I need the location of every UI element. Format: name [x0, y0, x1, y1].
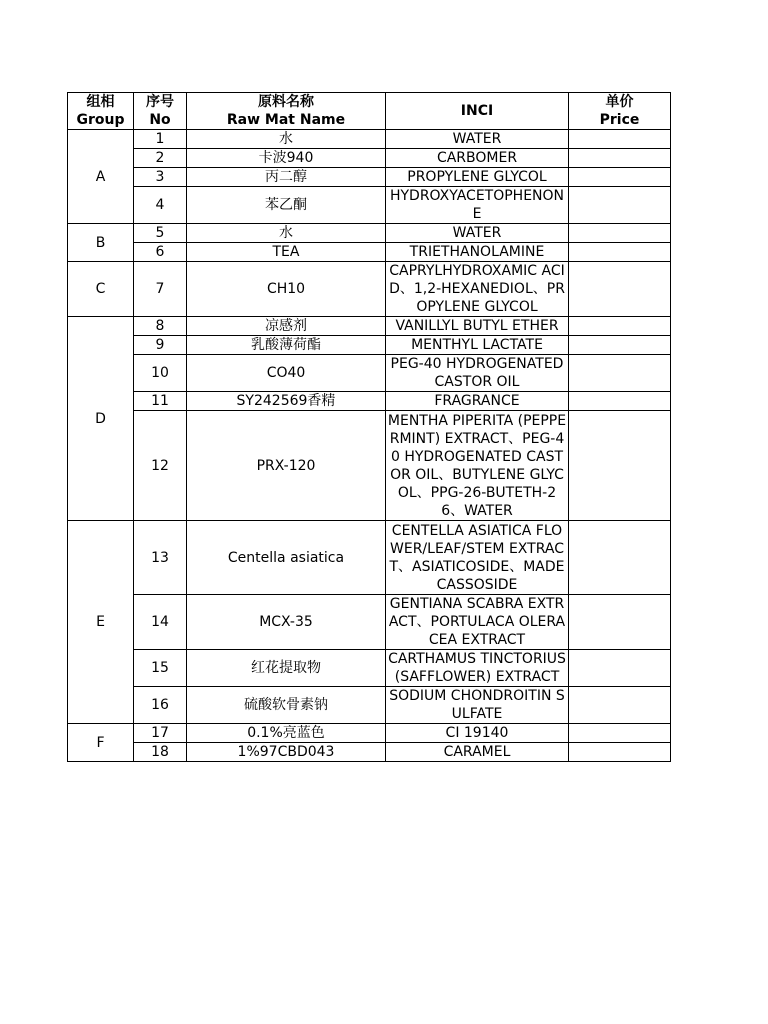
table-row	[68, 743, 671, 762]
table-row	[68, 243, 671, 262]
price-cell	[569, 224, 671, 243]
price-cell	[569, 355, 671, 392]
no-cell: 3	[134, 168, 187, 187]
raw-mat-name-cell: MCX-35	[187, 595, 386, 650]
formula-table	[67, 92, 671, 762]
no-cell: 12	[134, 411, 187, 521]
group-cell: B	[68, 224, 134, 262]
header-row	[68, 93, 671, 130]
raw-mat-name-cell: 乳酸薄荷酯	[187, 336, 386, 355]
raw-mat-name-header-en: Raw Mat Name	[226, 112, 346, 128]
table-row	[68, 521, 671, 595]
inci-cell: MENTHYL LACTATE	[386, 336, 569, 355]
table-row	[68, 168, 671, 187]
group-cell: A	[68, 130, 134, 224]
price-cell	[569, 687, 671, 724]
table-row	[68, 650, 671, 687]
group-header-en: Group	[76, 112, 125, 128]
inci-cell: SODIUM CHONDROITIN SULFATE	[386, 687, 569, 724]
inci-cell: VANILLYL BUTYL ETHER	[386, 317, 569, 336]
raw-mat-name-cell: 红花提取物	[187, 650, 386, 687]
table-row	[68, 595, 671, 650]
inci-cell: WATER	[386, 130, 569, 149]
raw-mat-name-cell: PRX-120	[187, 411, 386, 521]
inci-cell: CARAMEL	[386, 743, 569, 762]
price-cell	[569, 724, 671, 743]
no-cell: 16	[134, 687, 187, 724]
raw-mat-name-cell: 0.1%亮蓝色	[187, 724, 386, 743]
table-row	[68, 724, 671, 743]
raw-mat-name-cell: CO40	[187, 355, 386, 392]
no-cell: 13	[134, 521, 187, 595]
price-cell	[569, 317, 671, 336]
no-cell: 2	[134, 149, 187, 168]
raw-mat-name-cell: 丙二醇	[187, 168, 386, 187]
raw-mat-name-cell: 水	[187, 130, 386, 149]
group-header-zh: 组相	[86, 94, 115, 110]
raw-mat-name-cell: SY242569香精	[187, 392, 386, 411]
inci-cell: CARBOMER	[386, 149, 569, 168]
raw-mat-name-cell: 凉感剂	[187, 317, 386, 336]
table-row	[68, 224, 671, 243]
raw-mat-name-cell: 苯乙酮	[187, 187, 386, 224]
price-cell	[569, 130, 671, 149]
raw-mat-name-cell: CH10	[187, 262, 386, 317]
price-cell	[569, 168, 671, 187]
raw-mat-name-cell: 1%97CBD043	[187, 743, 386, 762]
table-row	[68, 130, 671, 149]
raw-mat-name-cell: 硫酸软骨素钠	[187, 687, 386, 724]
no-cell: 6	[134, 243, 187, 262]
inci-cell: CENTELLA ASIATICA FLOWER/LEAF/STEM EXTRACT、ASIATICOSIDE、MADECASSOSIDE	[386, 521, 569, 595]
inci-cell: CAPRYLHYDROXAMIC ACID、1,2-HEXANEDIOL、PROPYLENE GLYCOL	[386, 262, 569, 317]
raw-mat-name-cell: TEA	[187, 243, 386, 262]
raw-mat-name-cell: Centella asiatica	[187, 521, 386, 595]
inci-cell: FRAGRANCE	[386, 392, 569, 411]
no-cell: 10	[134, 355, 187, 392]
price-cell	[569, 187, 671, 224]
table-row	[68, 687, 671, 724]
group-cell: C	[68, 262, 134, 317]
price-cell	[569, 650, 671, 687]
no-header	[134, 93, 187, 130]
no-cell: 15	[134, 650, 187, 687]
price-cell	[569, 392, 671, 411]
table-row	[68, 336, 671, 355]
group-cell: F	[68, 724, 134, 762]
price-cell	[569, 411, 671, 521]
price-cell	[569, 521, 671, 595]
table-row	[68, 187, 671, 224]
group-cell: D	[68, 317, 134, 521]
no-cell: 9	[134, 336, 187, 355]
raw-mat-name-header	[187, 93, 386, 130]
no-cell: 11	[134, 392, 187, 411]
inci-cell: HYDROXYACETOPHENONE	[386, 187, 569, 224]
price-cell	[569, 743, 671, 762]
inci-cell: CI 19140	[386, 724, 569, 743]
inci-header	[386, 93, 569, 130]
no-cell: 5	[134, 224, 187, 243]
inci-cell: CARTHAMUS TINCTORIUS (SAFFLOWER) EXTRACT	[386, 650, 569, 687]
table-row	[68, 262, 671, 317]
no-cell: 17	[134, 724, 187, 743]
no-cell: 14	[134, 595, 187, 650]
price-header-en: Price	[599, 112, 640, 128]
table-row	[68, 317, 671, 336]
no-cell: 7	[134, 262, 187, 317]
inci-cell: GENTIANA SCABRA EXTRACT、PORTULACA OLERACEA EXTRACT	[386, 595, 569, 650]
raw-mat-name-cell: 卡波940	[187, 149, 386, 168]
price-cell	[569, 243, 671, 262]
price-cell	[569, 149, 671, 168]
no-cell: 18	[134, 743, 187, 762]
group-cell: E	[68, 521, 134, 724]
table-row	[68, 411, 671, 521]
no-header-en: No	[149, 112, 171, 128]
inci-cell: MENTHA PIPERITA (PEPPERMINT) EXTRACT、PEG-40 HYDROGENATED CASTOR OIL、BUTYLENE GLYCOL、PPG-26-BUTETH-26、WATER	[386, 411, 569, 521]
price-cell	[569, 262, 671, 317]
price-header	[569, 93, 671, 130]
price-cell	[569, 595, 671, 650]
price-cell	[569, 336, 671, 355]
table-row	[68, 149, 671, 168]
no-header-zh: 序号	[146, 94, 174, 110]
no-cell: 8	[134, 317, 187, 336]
table-row	[68, 355, 671, 392]
inci-header-en: INCI	[460, 103, 494, 119]
inci-cell: TRIETHANOLAMINE	[386, 243, 569, 262]
inci-cell: WATER	[386, 224, 569, 243]
raw-mat-name-cell: 水	[187, 224, 386, 243]
group-header	[68, 93, 134, 130]
table-row	[68, 392, 671, 411]
price-header-zh: 单价	[605, 94, 634, 110]
no-cell: 4	[134, 187, 187, 224]
inci-cell: PEG-40 HYDROGENATED CASTOR OIL	[386, 355, 569, 392]
raw-mat-name-header-zh: 原料名称	[258, 94, 314, 110]
inci-cell: PROPYLENE GLYCOL	[386, 168, 569, 187]
no-cell: 1	[134, 130, 187, 149]
